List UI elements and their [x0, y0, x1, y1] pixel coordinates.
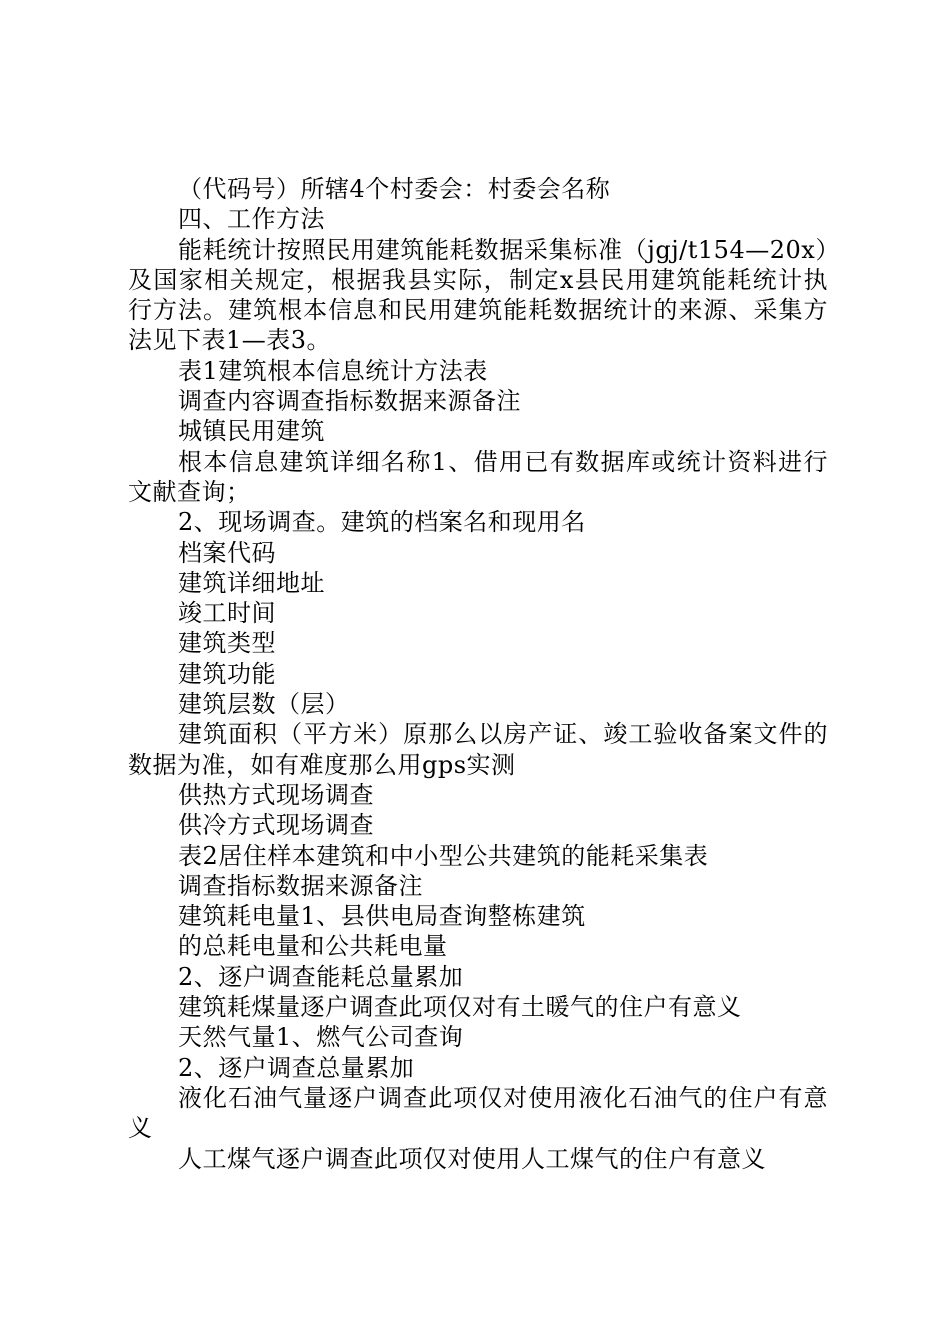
table-1-row: 档案代码: [178, 538, 276, 567]
table-1-row: 建筑详细地址: [178, 568, 325, 597]
table-2-header: 调查指标数据来源备注: [178, 871, 423, 900]
table-2-row: 液化石油气量逐户调查此项仅对使用液化石油气的住户有意义: [128, 1083, 828, 1143]
document-body: [128, 174, 828, 1174]
table-1-row: 建筑类型: [178, 629, 276, 658]
table-2-row: 2、逐户调查总量累加: [178, 1053, 415, 1082]
table-2-title: 表2居住样本建筑和中小型公共建筑的能耗采集表: [178, 841, 709, 870]
table-1-row: 建筑功能: [178, 659, 276, 688]
table-2-row: 2、逐户调查能耗总量累加: [178, 962, 464, 991]
table-1-row: 竣工时间: [178, 599, 276, 628]
paragraph-statistics-method: 能耗统计按照民用建筑能耗数据采集标准（jgj/t154—20x）及国家相关规定，根据我县实际，制定x县民用建筑能耗统计执行方法。建筑根本信息和民用建筑能耗数据统计的来源、采集方法见下表1—表3。: [128, 235, 828, 355]
table-2-row: 人工煤气逐户调查此项仅对使用人工煤气的住户有意义: [178, 1144, 766, 1173]
table-2-row: 天然气量1、燃气公司查询: [178, 1023, 464, 1052]
table-1-row: 城镇民用建筑: [178, 417, 325, 446]
table-1-header: 调查内容调查指标数据来源备注: [178, 387, 521, 416]
table-1-title: 表1建筑根本信息统计方法表: [178, 356, 488, 385]
table-2-row: 建筑耗电量1、县供电局查询整栋建筑: [178, 902, 586, 931]
table-1-row: 供热方式现场调查: [178, 780, 374, 809]
table-1-row: 供冷方式现场调查: [178, 811, 374, 840]
table-1-row: 根本信息建筑详细名称1、借用已有数据库或统计资料进行文献查询；: [128, 447, 828, 506]
table-1-row: 建筑层数（层）: [178, 690, 350, 719]
paragraph-village-committees: （代码号）所辖4个村委会：村委会名称: [178, 175, 611, 203]
heading-work-method: 四、工作方法: [178, 205, 325, 234]
table-1-row: 2、现场调查。建筑的档案名和现用名: [178, 508, 586, 537]
table-2-row: 的总耗电量和公共耗电量: [178, 932, 448, 961]
table-1-row: 建筑面积（平方米）原那么以房产证、竣工验收备案文件的数据为准，如有难度那么用gps实测: [128, 720, 828, 779]
table-2-row: 建筑耗煤量逐户调查此项仅对有土暖气的住户有意义: [178, 993, 742, 1022]
